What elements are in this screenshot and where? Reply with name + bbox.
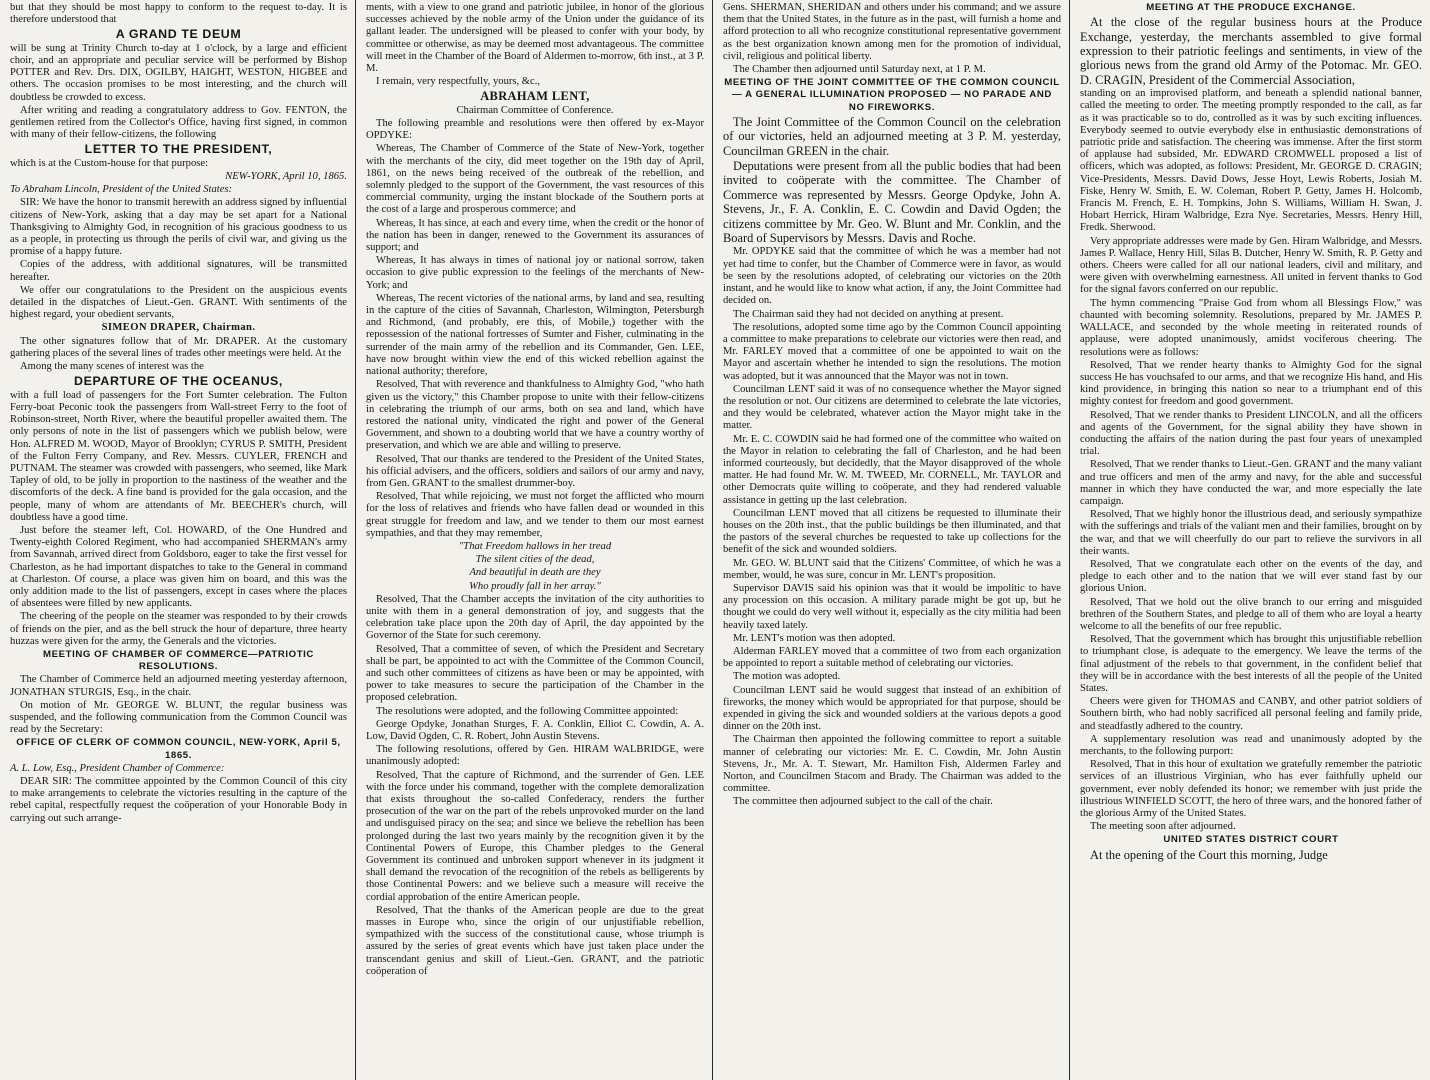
- paragraph: The following resolutions, offered by Gen. HIRAM WALBRIDGE, were unanimously adopted:: [366, 744, 704, 768]
- paragraph: Resolved, That our thanks are tendered to the President of the United States, his official advisers, and the officers, soldiers and sailors of our army and navy, from Gen. GRANT to the smallest drummer-boy.: [366, 453, 704, 489]
- paragraph: SIR: We have the honor to transmit herewith an address signed by influential citizens of New-York, asking that a day may be set apart for a National Thanksgiving to Almighty God, in recognition of his gracious goodness to us as a people, in protecting us through the perils of civil war, and giving us the promise of a happy future.: [10, 197, 347, 258]
- column-1: [0, 0, 355, 1080]
- paragraph: Resolved, That in this hour of exultation we gratefully remember the patriotic services of an illustrious Virginian, who has ever faithfully upheld our government, ever nobly defended its honor; we remember with just pride the illustrious WINFIELD SCOTT, the hero of three wars, and the honored father of the glorious Army of the United States.: [1080, 759, 1422, 820]
- paragraph: The resolutions were adopted, and the following Committee appointed:: [376, 705, 679, 717]
- paragraph: The following preamble and resolutions were then offered by ex-Mayor OPDYKE:: [366, 118, 704, 142]
- paragraph: Resolved, That while rejoicing, we must not forget the afflicted who mourn for the loss of relatives and friends who have fallen dead or wounded in this great struggle for freedom and law, and we tender to them our most earnest sympathies, and that they may remember,: [366, 491, 704, 539]
- paragraph: The Chamber then adjourned until Saturday next, at 1 P. M.: [733, 64, 986, 76]
- paragraph: Whereas, It has since, at each and every time, when the credit or the honor of the nation has been in danger, renewed to the Government its assurances of support; and: [366, 217, 704, 254]
- section-heading: DEPARTURE OF THE OCEANUS,: [74, 374, 283, 389]
- section-heading: MEETING OF CHAMBER OF COMMERCE—PATRIOTIC RESOLUTIONS.: [43, 648, 314, 673]
- paragraph: George Opdyke, Jonathan Sturges, F. A. Conklin, Elliot C. Cowdin, A. A. Low, David Ogden, C. R. Robert, John Austin Stevens.: [366, 718, 704, 742]
- column-3: [712, 0, 1069, 1080]
- paragraph: Resolved, That the capture of Richmond, and the surrender of Gen. LEE with the force under his command, together with the complete demoralization that exists throughout the so-called Confederacy, renders the further prosecution of the war on the part of the rebels unprovoked murder on the land and undisguised piracy on the sea; and since we believe the rebellion has been prolonged during the last two years mainly by the recognition given it by the Continental Powers of Europe, this Chamber pledges to the General Government its continued and unbroken support whenever in its judgment it shall demand the revocation of the recognition of the rebels as belligerents by those Continental Powers: and we believe such a measure will receive the cordial approbation of the entire American people.: [366, 769, 704, 903]
- paragraph: Resolved, That we highly honor the illustrious dead, and seriously sympathize with the sufferings and trials of the valiant men and their families, brought on by the war, and that we will cheerfully do our part to relieve the survivors in all their wants.: [1080, 509, 1422, 557]
- column-4: [1069, 0, 1430, 1080]
- paragraph: Resolved, That with reverence and thankfulness to Almighty God, "who hath given us the victory," this Chamber propose to unite with their fellow-citizens in celebrating the triumph of our arms, both on sea and land, which have restored the national unity, vindicated the right and power of the General Government, and shown to a doubting world that we have a country worthy of preservation, and which we are able and willing to preserve.: [366, 379, 704, 452]
- paragraph: Resolved, That we render thanks to President LINCOLN, and all the officers and agents of the Government, for the signal ability they have shown in conducting the affairs of the nation during the past four years of unexampled trial.: [1080, 409, 1422, 458]
- paragraph: At the close of the regular business hours at the Produce Exchange, yesterday, the merchants assembled to give formal expression to their patriotic feelings and sentiments, in view of the glorious news from the grand old Army of the Potomac. Mr. GEO. D. CRAGIN, President of the Commercial Association,: [1080, 15, 1422, 87]
- paragraph: Cheers were given for THOMAS and CANBY, and other patriot soldiers of Southern birth, who had nobly sacrificed all personal feeling and family pride, and steadfastly adhered to the country.: [1080, 696, 1422, 732]
- paragraph: The Chairman then appointed the following committee to report a suitable manner of celebrating our victories: Mr. E. C. Cowdin, Mr. John Austin Stevens, Jr., Mr. A. T. Stewart, Mr. Hamilton Fish, Aldermen Farley and Norton, and Councilmen Stacom and Brady. The Chairman was added to the committee.: [723, 734, 1061, 795]
- salutation: A. L. Low, Esq., President Chamber of Commerce:: [10, 762, 225, 774]
- paragraph: Resolved, That a committee of seven, of which the President and Secretary shall be part, be appointed to act with the Committee of the Common Council, and such other committees of citizens as have been or may be appointed, with power to take measures to secure the participation of the Chamber in the proposed celebration.: [366, 643, 704, 704]
- paragraph: Mr. E. C. COWDIN said he had formed one of the committee who waited on the Mayor in relation to celebrating the fall of Charleston, and he had been informed courteously, but decidedly, that the Mayor disapproved of the whole matter. He had found Mr. W. M. TWEED, Mr. CORNELL, Mr. TAYLOR and other Democrats quite willing to coöperate, and they had rendered valuable assistance in getting up the last celebration.: [723, 433, 1061, 506]
- paragraph: The Chairman said they had not decided on anything at present.: [733, 308, 1004, 320]
- paragraph: The Joint Committee of the Common Council on the celebration of our victories, held an adjourned meeting at 3 P. M. yesterday, Councilman GREEN in the chair.: [723, 114, 1061, 158]
- verse-line: Who proudly fall in her array.": [469, 580, 601, 592]
- paragraph: Resolved, That we hold out the olive branch to our erring and misguided brethren of the Southern States, and pledge to all of them who are loyal a hearty welcome to all the benefits of our free republic.: [1080, 596, 1422, 632]
- paragraph: DEAR SIR: The committee appointed by the Common Council of this city to make arrangements to celebrate the victories resulting in the capture of the rebel capital, respectfully request the coöperation of your Honorable Body in carrying out such arrange-: [10, 776, 347, 824]
- paragraph: Councilman LENT said he would suggest that instead of an exhibition of fireworks, the money which would be appropriated for that purpose, should be expended in giving the sick and wounded soldiers at the various depots a good dinner on the 20th inst.: [723, 684, 1061, 733]
- paragraph: The other signatures follow that of Mr. DRAPER. At the customary gathering places of the several lines of trades other meetings were held. At the: [10, 335, 347, 359]
- paragraph: The motion was adopted.: [733, 671, 841, 683]
- dateline: NEW-YORK, April 10, 1865.: [225, 171, 347, 183]
- paragraph: Resolved, That we render hearty thanks to Almighty God for the signal success He has vouchsafed to our arms, and that we recognize His hand, and His kind providence, in bringing this nation so near to a triumphant end of this mighty contest for freedom and good government.: [1080, 359, 1422, 408]
- verse-line: And beautiful in death are they: [469, 567, 601, 579]
- paragraph: Resolved, That we render thanks to Lieut.-Gen. GRANT and the many valiant and true officers and men of the army and navy, for the able and successful manner in which they have conducted the war, and more especially the late campaign.: [1080, 459, 1422, 507]
- section-heading: A GRAND TE DEUM: [115, 27, 242, 42]
- paragraph: Councilman LENT moved that all citizens be requested to illuminate their houses on the 20th inst., that the public buildings be then illuminated, and that the pastors of the several churches be requested to take up collections for the benefit of the sick and wounded soldiers.: [723, 507, 1061, 556]
- paragraph: Supervisor DAVIS said his opinion was that it would be impolitic to have any procession on this occasion. A military parade might be got up, but he thought we could do very well without it, especially as the city militia had been heavily taxed lately.: [723, 582, 1061, 631]
- paragraph: with a full load of passengers for the Fort Sumter celebration. The Fulton Ferry-boat Peconic took the passengers from Wall-street Ferry to the foot of Robinson-street, North River, where the beautiful propeller awaited them. The only persons of note in the list of passengers which we publish below, were Hon. ALFRED M. WOOD, Mayor of Brooklyn; CYRUS P. SMITH, President of the Fulton Ferry Company, and Rev. Messrs. CUYLER, FRENCH and PUTNAM. The steamer was crowded with passengers, who seemed, like Mark Tapley of old, to be jolly in proportion to the nastiness of the weather and the discomforts of the deck. A fine band is provided for the gala occasion, and the people, many of whom are attendants of Mr. BEECHER's church, will doubtless have a good time.: [10, 389, 347, 523]
- paragraph: Councilman LENT said it was of no consequence whether the Mayor signed the resolution or not. Our citizens are determined to celebrate the late victories, and they would be celebrated, whatever action the Mayor might take in the matter.: [723, 383, 1061, 432]
- paragraph: Whereas, It has always in times of national joy or national sorrow, taken occasion to give public expression to the feelings of the merchants of New-York; and: [366, 255, 704, 291]
- paragraph: Very appropriate addresses were made by Gen. Hiram Walbridge, and Messrs. James P. Wallace, Henry Hill, Silas B. Dutcher, Henry W. Smith, R. P. Getty and others. Cheers were called for all our national leaders, civil and military, and were given with overwhelming earnestness. All united in fervent thanks to God for the signal favors conferred on our republic.: [1080, 235, 1422, 296]
- paragraph: Copies of the address, with additional signatures, will be transmitted hereafter.: [10, 259, 347, 283]
- paragraph: Resolved, That the thanks of the American people are due to the great masses in Europe who, since the origin of our unjustifiable rebellion, sympathized with the success of the constitutional cause, whose triumph is assured by the series of great events which have just taken place under the transcendant genius and skill of Lieut.-Gen. GRANT, and the patriotic coöperation of: [366, 904, 704, 977]
- paragraph: Alderman FARLEY moved that a committee of two from each organization be appointed to report a suitable method of celebrating our victories.: [723, 645, 1061, 670]
- verse-line: The silent cities of the dead,: [475, 554, 595, 566]
- paragraph: I remain, very respectfully, yours, &c.,: [376, 76, 541, 88]
- paragraph: The meeting soon after adjourned.: [1090, 821, 1236, 833]
- paragraph: On motion of Mr. GEORGE W. BLUNT, the regular business was suspended, and the following communication from the Common Council was read by the Secretary:: [10, 699, 347, 736]
- paragraph: standing on an improvised platform, and beneath a splendid national banner, called the meeting to order. The meeting promptly responded to the call, as far as it was practicable so to do, controlled as it was by such exciting influences. Everybody seemed to outvie everybody else in enthusiastic demonstrations of patriotic pride and satisfaction. The cheering was immense. After the first storm of applause had subsided, Mr. EDWARD CROMWELL proposed a list of officers, which was adopted, as follows: President, Mr. GEORGE D. CRAGIN; Vice-Presidents, Messrs. David Dows, Jesse Hoyt, Lewis Roberts, Josiah M. Fiske, Henry W. Smith, E. W. Coleman, Robert P. Getty, James H. Holcomb, Francis M. French, E. H. Tompkins, John S. Williams, William H. Swan, J. Hobart Herrick, Hiram Walbridge, Ezra Nye. Secretaries, Messrs. Henry Hill, Fredk. Sherwood.: [1080, 88, 1422, 234]
- paragraph: which is at the Custom-house for that purpose:: [10, 157, 209, 169]
- paragraph: The hymn commencing "Praise God from whom all Blessings Flow," was chaunted with becoming solemnity. Resolutions, prepared by Mr. JAMES P. WALLACE, and seconded by the whole meeting in reiterated rounds of applause, were adopted unanimously, amidst vociferous cheering. The resolutions were as follows:: [1080, 297, 1422, 358]
- paragraph: The committee then adjourned subject to the call of the chair.: [733, 796, 993, 808]
- paragraph: Mr. GEO. W. BLUNT said that the Citizens' Committee, of which he was a member, would, he was sure, concur in Mr. LENT's proposition.: [723, 557, 1061, 581]
- paragraph: The Chamber of Commerce held an adjourned meeting yesterday afternoon, JONATHAN STURGIS, Esq., in the chair.: [10, 674, 347, 698]
- paragraph: Resolved, That the Chamber accepts the invitation of the city authorities to unite with them in a general demonstration of joy, and suggests that the celebration take place upon the 20th day of April, the day appointed by the Governor of the State for such ceremony.: [366, 593, 704, 642]
- paragraph: Mr. LENT's motion was then adopted.: [733, 632, 896, 644]
- paragraph: The resolutions, adopted some time ago by the Common Council appointing a committee to make preparations to celebrate our victories were then read, and Mr. FARLEY moved that a committee of one be appointed to wait on the Mayor and ascertain whether he intended to sign the resolutions. The motion was adopted, but it was announced that the Mayor was not in town.: [723, 321, 1061, 382]
- verse-line: "That Freedom hallows in her tread: [458, 540, 612, 552]
- letter-heading: OFFICE OF CLERK OF COMMON COUNCIL, NEW-YORK, April 5, 1865.: [16, 737, 341, 761]
- column-2: [355, 0, 712, 1080]
- signature: SIMEON DRAPER, Chairman.: [101, 322, 256, 334]
- paragraph: Whereas, The Chamber of Commerce of the State of New-York, together with the merchants of the city, did meet together on the 19th day of April, 1861, on the news being received of the outbreak of the rebellion, and solemnly pledged to the support of the Government, the vast resources of this commercial community, urging the instant blockade of the Southern ports at the cost of a large and prosperous commerce; and: [366, 143, 704, 216]
- paragraph: Resolved, That we congratulate each other on the events of the day, and pledge to each other and to the nation that we will ever stand fast by our glorious Union.: [1080, 558, 1422, 595]
- paragraph: Just before the steamer left, Col. HOWARD, of the One Hundred and Twenty-eighth Colored Regiment, who had accompanied SHERMAN's army from Savannah, arrived direct from Goldsboro, eager to take the first vessel for Charleston, as he had important dispatches to take to the General in command at Charleston. Of course, a place was given him on board, and this was the only addition made to the list of passengers, except in cases where the places of absentees were filled by new applicants.: [10, 524, 347, 610]
- paragraph: Deputations were present from all the public bodies that had been invited to coöperate with the committee. The Chamber of Commerce was represented by Messrs. George Opdyke, John A. Stevens, Jr., F. A. Conklin, E. C. Cowdin and David Ogden; the citizens committee by Mr. Geo. W. Blunt and Mr. Conklin, and the Board of Supervisors by Messrs. Davis and Roche.: [723, 159, 1061, 246]
- signature-title: Chairman Committee of Conference.: [456, 104, 614, 116]
- section-heading: UNITED STATES DISTRICT COURT: [1163, 834, 1339, 846]
- section-heading: MEETING AT THE PRODUCE EXCHANGE.: [1146, 2, 1356, 13]
- paragraph: We offer our congratulations to the President on the auspicious events detailed in the dispatches of Lieut.-Gen. GRANT. With sentiments of the highest regard, your obedient servants,: [10, 284, 347, 321]
- salutation: To Abraham Lincoln, President of the United States:: [10, 184, 233, 196]
- paragraph: Resolved, That the government which has brought this unjustifiable rebellion to triumphant close, is adequate to the emergency. We leave the terms of the final adjustment of the rebels to that government, in the confident belief that they will be in accordance with the best interests of all the people of the United States.: [1080, 634, 1422, 694]
- section-heading: LETTER TO THE PRESIDENT,: [84, 142, 273, 157]
- paragraph: will be sung at Trinity Church to-day at 1 o'clock, by a large and efficient choir, and an appropriate and peculiar service will be performed by Bishop POTTER and Rev. Drs. DIX, OGILBY, HAIGHT, WESTON, HIGBEE and others. The occasion promises to be most interesting, and the church will doubtless be crowded to excess.: [10, 42, 347, 103]
- paragraph: Among the many scenes of interest was the: [20, 361, 204, 373]
- paragraph: At the opening of the Court this morning, Judge: [1090, 847, 1328, 862]
- paragraph: but that they should be most happy to conform to the request to-day. It is therefore understood that: [10, 2, 347, 26]
- section-heading: MEETING OF THE JOINT COMMITTEE OF THE COMMON COUNCIL — A GENERAL ILLUMINATION PROPOSED — NO PARADE AND NO FIREWORKS.: [724, 77, 1060, 113]
- paragraph: The cheering of the people on the steamer was responded to by their crowds of friends on the pier, and as the bell struck the hour of departure, three hearty huzzas were given for the army, the Generals and the victories.: [10, 611, 347, 647]
- paragraph: ments, with a view to one grand and patriotic jubilee, in honor of the glorious successes achieved by the noble army of the Union under the guidance of its gallant leader. The undersigned will be pleased to confer with your body, by committee or otherwise, as may be deemed most advantageous. The committee will meet in the Chamber of the Board of Aldermen to-morrow, 6th inst., at 3 P. M.: [366, 2, 704, 75]
- paragraph: After writing and reading a congratulatory address to Gov. FENTON, the gentlemen retired from the Collector's Office, having first signed, in common with many of their fellow-citizens, the following: [10, 104, 347, 141]
- paragraph: Whereas, The recent victories of the national arms, by land and sea, resulting in the capture of the cities of Savannah, Charleston, Wilmington, Petersburgh and Richmond, (and probably, ere this, of Mobile,) together with the repossession of the national fortresses of Sumter and Fisher, culminating in the surrender of the main army of the rebellion and its Commander, Gen. LEE, have now brought within view the end of this wicked rebellion against the national authority; therefore,: [366, 292, 704, 378]
- paragraph: Gens. SHERMAN, SHERIDAN and others under his command; and we assure them that the United States, in the future as in the past, will furnish a home and afford protection to all who recognize constitutional representative government as the best organization known among men for the promotion of individual, civil, religious and political liberty.: [723, 2, 1061, 62]
- signature: ABRAHAM LENT,: [480, 89, 590, 104]
- paragraph: A supplementary resolution was read and unanimously adopted by the merchants, to the following purport:: [1080, 733, 1422, 757]
- paragraph: Mr. OPDYKE said that the committee of which he was a member had not yet had time to confer, but the Chamber of Commerce were in favor, as would be seen by the resolutions adopted, of celebrating our victories on the 20th instant, and he would like to know what action, if any, the Joint Committee had decided on.: [723, 246, 1061, 307]
